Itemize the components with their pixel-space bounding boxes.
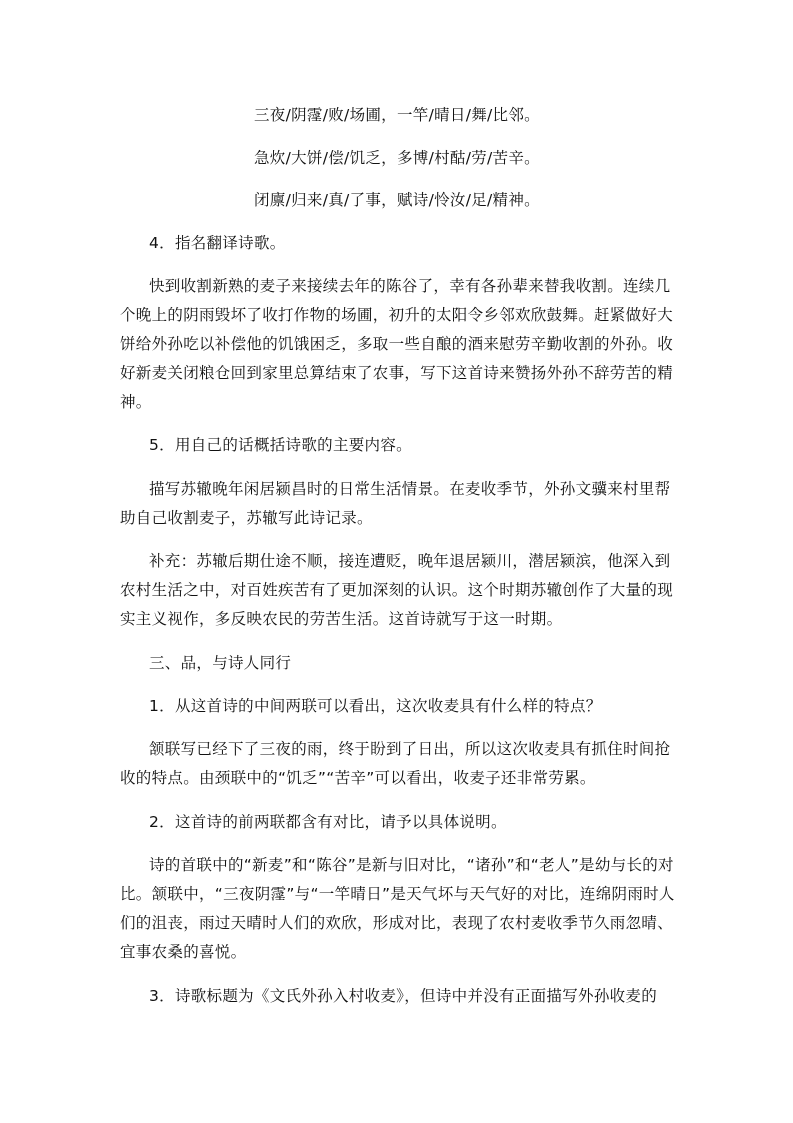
answer-3-1: 颔联写已经下了三夜的雨，终于盼到了日出，所以这次收麦具有抓住时间抢收的特点。由颈联中的“饥乏”“苦辛”可以看出，收麦子还非常劳累。 <box>120 740 671 787</box>
supplement-paragraph: 补充：苏辙后期仕途不顺，接连遭贬，晚年退居颍川，潜居颍滨，他深入到农村生活之中，对百姓疾苦有了更加深刻的认识。这个时期苏辙创作了大量的现实主义视作，多反映农民的劳苦生活。这首诗就写于这一时期。 <box>120 552 674 628</box>
answer-4: 快到收割新熟的麦子来接续去年的陈谷了，幸有各孙辈来替我收割。连续几个晚上的阴雨毁坏了收打作物的场圃，初升的太阳令乡邻欢欣鼓舞。赶紧做好大饼给外孙吃以补偿他的饥饿困乏，多取一些自酿的酒来慰劳辛勤收割的外孙。收好新麦关闭粮仓回到家里总算结束了农事，写下这首诗来赞扬外孙不辞劳苦的精神。 <box>120 277 674 411</box>
poem-line-2: 急炊/大饼/偿/饥乏，多博/村酤/劳/苦辛。 <box>254 149 540 167</box>
question-3-3: 3．诗歌标题为《文氏外孙入村收麦》，但诗中并没有正面描写外孙收麦的 <box>149 987 658 1005</box>
question-4: 4．指名翻译诗歌。 <box>149 234 286 252</box>
section-heading-3: 三、品，与诗人同行 <box>149 654 292 672</box>
answer-5: 描写苏辙晚年闲居颍昌时的日常生活情景。在麦收季节，外孙文骥来村里帮助自己收割麦子，苏辙写此诗记录。 <box>120 480 671 527</box>
poem-line-1: 三夜/阴霪/败/场圃，一竿/晴日/舞/比邻。 <box>254 106 540 124</box>
question-3-2: 2．这首诗的前两联都含有对比，请予以具体说明。 <box>149 813 507 831</box>
answer-3-2: 诗的首联中的“新麦”和“陈谷”是新与旧对比，“诸孙”和“老人”是幼与长的对比。颔联中，“三夜阴霪”与“一竿晴日”是天气坏与天气好的对比，连绵阴雨时人们的沮丧，雨过天晴时人们的欢欣，形成对比，表现了农村麦收季节久雨忽晴、宜事农桑的喜悦。 <box>120 856 675 961</box>
question-3-1: 1．从这首诗的中间两联可以看出，这次收麦具有什么样的特点？ <box>149 697 602 715</box>
question-5: 5．用自己的话概括诗歌的主要内容。 <box>149 436 412 454</box>
poem-line-3: 闭廪/归来/真/了事，赋诗/怜汝/足/精神。 <box>254 191 540 209</box>
